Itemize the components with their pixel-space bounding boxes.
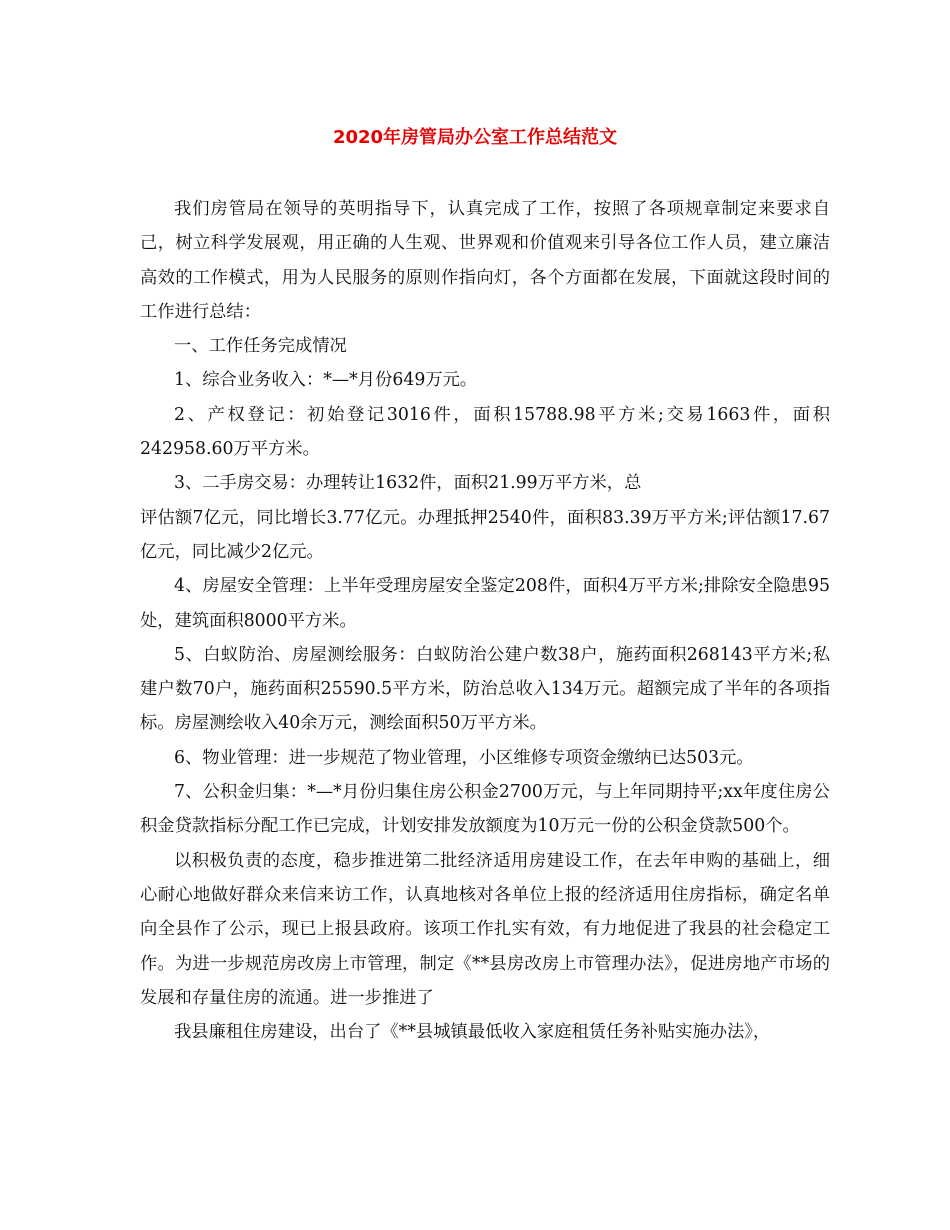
paragraph-low-rent-housing: 我县廉租住房建设，出台了《**县城镇最低收入家庭租赁任务补贴实施办法》， [174, 1022, 771, 1043]
item-second-hand-trading-continued: 评估额7亿元，同比增长3.77亿元。办理抵押2540件，面积83.39万平方米;评估额17.67亿元，同比减少2亿元。 [140, 507, 830, 562]
document-title: 2020年房管局办公室工作总结范文 [332, 127, 618, 148]
item-property-management: 6、物业管理：进一步规范了物业管理，小区维修专项资金缴纳已达503元。 [174, 747, 754, 768]
item-housing-safety: 4、房屋安全管理：上半年受理房屋安全鉴定208件，面积4万平方米;排除安全隐患95处，建筑面积8000平方米。 [140, 576, 830, 631]
item-property-registration: 2、产权登记：初始登记3016件，面积15788.98平方米;交易1663件，面积242958.60万平方米。 [140, 404, 830, 460]
section-heading-task-completion: 一、工作任务完成情况 [174, 336, 347, 357]
item-business-income: 1、综合业务收入：*—*月份649万元。 [174, 370, 478, 391]
paragraph-intro: 我们房管局在领导的英明指导下，认真完成了工作，按照了各项规章制定来要求自己，树立科学发展观，用正确的人生观、世界观和价值观来引导各位工作人员，建立廉洁高效的工作模式，用为人民服务的原则作指向灯，各个方面都在发展，下面就这段时间的工作进行总结： [140, 199, 830, 322]
item-housing-fund: 7、公积金归集：*—*月份归集住房公积金2700万元，与上年同期持平;xx年度住房公积金贷款指标分配工作已完成，计划安排发放额度为10万元一份的公积金贷款500个。 [140, 782, 830, 837]
item-termite-survey-services: 5、白蚁防治、房屋测绘服务：白蚁防治公建户数38户，施药面积268143平方米;私建户数70户，施药面积25590.5平方米，防治总收入134万元。超额完成了半年的各项指标。房屋测绘收入40余万元，测绘面积50万平方米。 [140, 644, 830, 734]
document-body [140, 192, 830, 1049]
paragraph-affordable-housing: 以积极负责的态度，稳步推进第二批经济适用房建设工作，在去年申购的基础上，细心耐心地做好群众来信来访工作，认真地核对各单位上报的经济适用住房指标，确定名单向全县作了公示，现已上报县政府。该项工作扎实有效，有力地促进了我县的社会稳定工作。为进一步规范房改房上市管理，制定《**县房改房上市管理办法》，促进房地产市场的发展和存量住房的流通。进一步推进了 [140, 850, 830, 1008]
item-second-hand-trading: 3、二手房交易：办理转让1632件，面积21.99万平方米，总 [174, 473, 642, 494]
